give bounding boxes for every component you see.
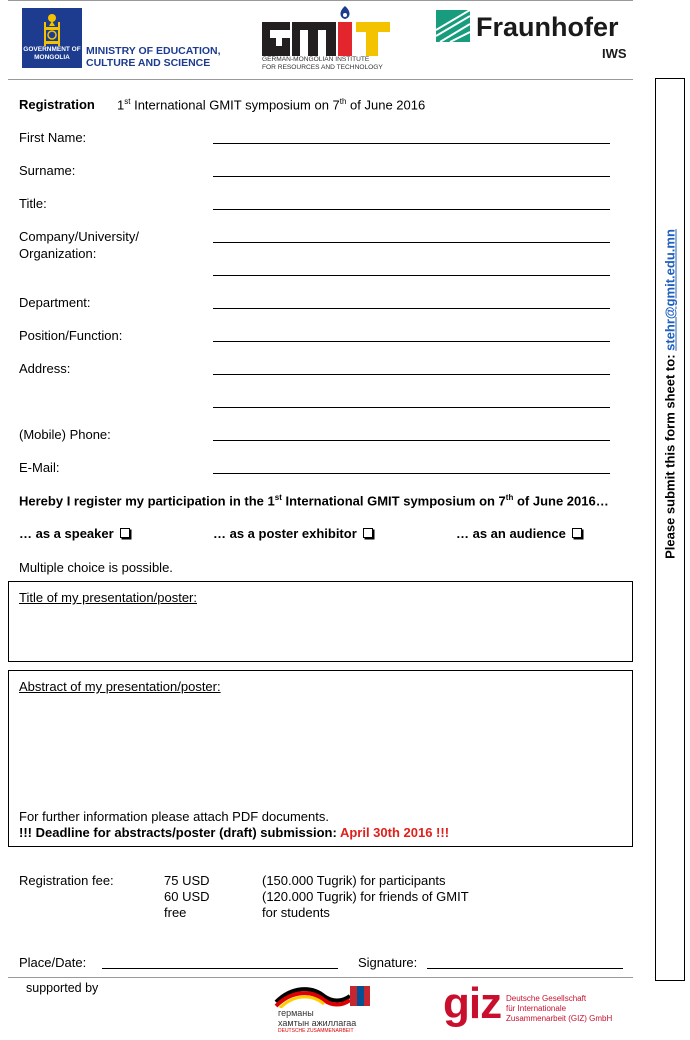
title-field[interactable] bbox=[213, 209, 610, 210]
ministry-name bbox=[86, 45, 221, 69]
place-date-label: Place/Date: bbox=[19, 955, 87, 970]
emblem-caption: GOVERNMENT OF MONGOLIA bbox=[23, 46, 81, 61]
place-date-field[interactable] bbox=[102, 968, 338, 969]
fee-amount: free bbox=[164, 905, 187, 920]
company-label-line1: Company/University/ bbox=[19, 229, 139, 244]
ministry-line1: MINISTRY OF EDUCATION, bbox=[86, 45, 221, 57]
flag-swoosh-icon bbox=[272, 982, 370, 1008]
deadline-date: April 30th 2016 !!! bbox=[339, 825, 450, 840]
email-label: E-Mail: bbox=[19, 460, 60, 475]
gmit-logo-icon bbox=[262, 4, 392, 56]
surname-field[interactable] bbox=[213, 176, 610, 177]
title-textarea[interactable] bbox=[8, 581, 633, 662]
fraunhofer-unit: IWS bbox=[602, 46, 627, 61]
abstract-textarea[interactable] bbox=[8, 670, 633, 847]
submission-note bbox=[663, 229, 678, 559]
giz-line1: Deutsche Gesellschaft bbox=[506, 994, 587, 1003]
position-label: Position/Function: bbox=[19, 328, 123, 343]
first-name-field[interactable] bbox=[213, 143, 610, 144]
phone-field[interactable] bbox=[213, 440, 610, 441]
fraunhofer-logo bbox=[436, 10, 636, 66]
coop-line3: DEUTSCHE ZUSAMMENARBEIT bbox=[278, 1028, 354, 1034]
position-field[interactable] bbox=[213, 341, 610, 342]
symposium-title: 1st International GMIT symposium on 7th of June 2016 bbox=[117, 97, 426, 113]
fee-amount: 60 USD bbox=[164, 889, 210, 904]
gmit-caption-line1: GERMAN-MONGOLIAN INSTITUTE bbox=[262, 56, 370, 63]
signature-field[interactable] bbox=[427, 968, 623, 969]
company-field-line1[interactable] bbox=[213, 242, 610, 243]
fee-desc: for students bbox=[262, 905, 330, 920]
ministry-emblem bbox=[22, 8, 82, 68]
registration-label: Registration bbox=[19, 97, 95, 112]
email-field[interactable] bbox=[213, 473, 610, 474]
multiple-choice-note: Multiple choice is possible. bbox=[19, 560, 173, 575]
coop-line2: хамтын ажиллагаа bbox=[278, 1018, 357, 1028]
option-speaker-label: … as a speaker bbox=[19, 526, 114, 541]
fee-desc: (120.000 Tugrik) for friends of GMIT bbox=[262, 889, 469, 904]
footer-rule bbox=[8, 977, 633, 978]
attach-info: For further information please attach PDF documents. bbox=[19, 809, 329, 824]
surname-label: Surname: bbox=[19, 163, 76, 178]
title-label: Title: bbox=[19, 196, 47, 211]
giz-line3: Zusammenarbeit (GIZ) GmbH bbox=[506, 1014, 613, 1023]
phone-label: (Mobile) Phone: bbox=[19, 427, 111, 442]
signature-label: Signature: bbox=[358, 955, 418, 970]
department-label: Department: bbox=[19, 295, 91, 310]
giz-name bbox=[506, 994, 612, 1024]
first-name-label: First Name: bbox=[19, 130, 87, 145]
fee-amount: 75 USD bbox=[164, 873, 210, 888]
address-label: Address: bbox=[19, 361, 71, 376]
submission-sidebar bbox=[655, 78, 685, 981]
coop-line1: германы bbox=[278, 1008, 314, 1018]
giz-line2: für Internationale bbox=[506, 1004, 567, 1013]
deadline-prefix: !!! Deadline for abstracts/poster (draft) submission: bbox=[19, 825, 340, 840]
audience-checkbox[interactable] bbox=[572, 528, 582, 538]
option-speaker[interactable] bbox=[19, 526, 130, 541]
company-label-line2: Organization: bbox=[19, 246, 97, 261]
fraunhofer-mark-icon bbox=[436, 10, 470, 42]
top-rule bbox=[8, 0, 633, 1]
fraunhofer-name: Fraunhofer bbox=[476, 12, 619, 42]
speaker-checkbox[interactable] bbox=[120, 528, 130, 538]
gmit-caption bbox=[262, 56, 383, 71]
supported-by: supported by bbox=[26, 981, 99, 995]
department-field[interactable] bbox=[213, 308, 610, 309]
deadline-note bbox=[19, 825, 449, 840]
option-audience-label: … as an audience bbox=[456, 526, 566, 541]
option-poster[interactable] bbox=[213, 526, 373, 541]
submission-email-link[interactable]: stehr@gmit.edu.mn bbox=[662, 229, 678, 351]
header-rule bbox=[8, 79, 633, 80]
german-cooperation-logo bbox=[272, 982, 370, 1036]
option-poster-label: … as a poster exhibitor bbox=[213, 526, 357, 541]
giz-logo: giz bbox=[443, 979, 502, 1028]
address-field-line2[interactable] bbox=[213, 407, 610, 408]
fee-label: Registration fee: bbox=[19, 873, 114, 888]
fee-desc: (150.000 Tugrik) for participants bbox=[262, 873, 446, 888]
option-audience[interactable] bbox=[456, 526, 582, 541]
declaration-text: Hereby I register my participation in the 1st International GMIT symposium on 7th of June 2016… bbox=[19, 493, 609, 509]
gmit-logo bbox=[262, 4, 392, 76]
abstract-box-label: Abstract of my presentation/poster: bbox=[19, 679, 221, 694]
company-field-line2[interactable] bbox=[213, 275, 610, 276]
submission-text: Please submit this form sheet to: bbox=[662, 350, 678, 559]
address-field-line1[interactable] bbox=[213, 374, 610, 375]
title-box-label: Title of my presentation/poster: bbox=[19, 590, 197, 605]
ministry-line2: CULTURE AND SCIENCE bbox=[86, 57, 211, 69]
poster-checkbox[interactable] bbox=[363, 528, 373, 538]
gmit-caption-line2: FOR RESOURCES AND TECHNOLOGY bbox=[262, 63, 383, 71]
